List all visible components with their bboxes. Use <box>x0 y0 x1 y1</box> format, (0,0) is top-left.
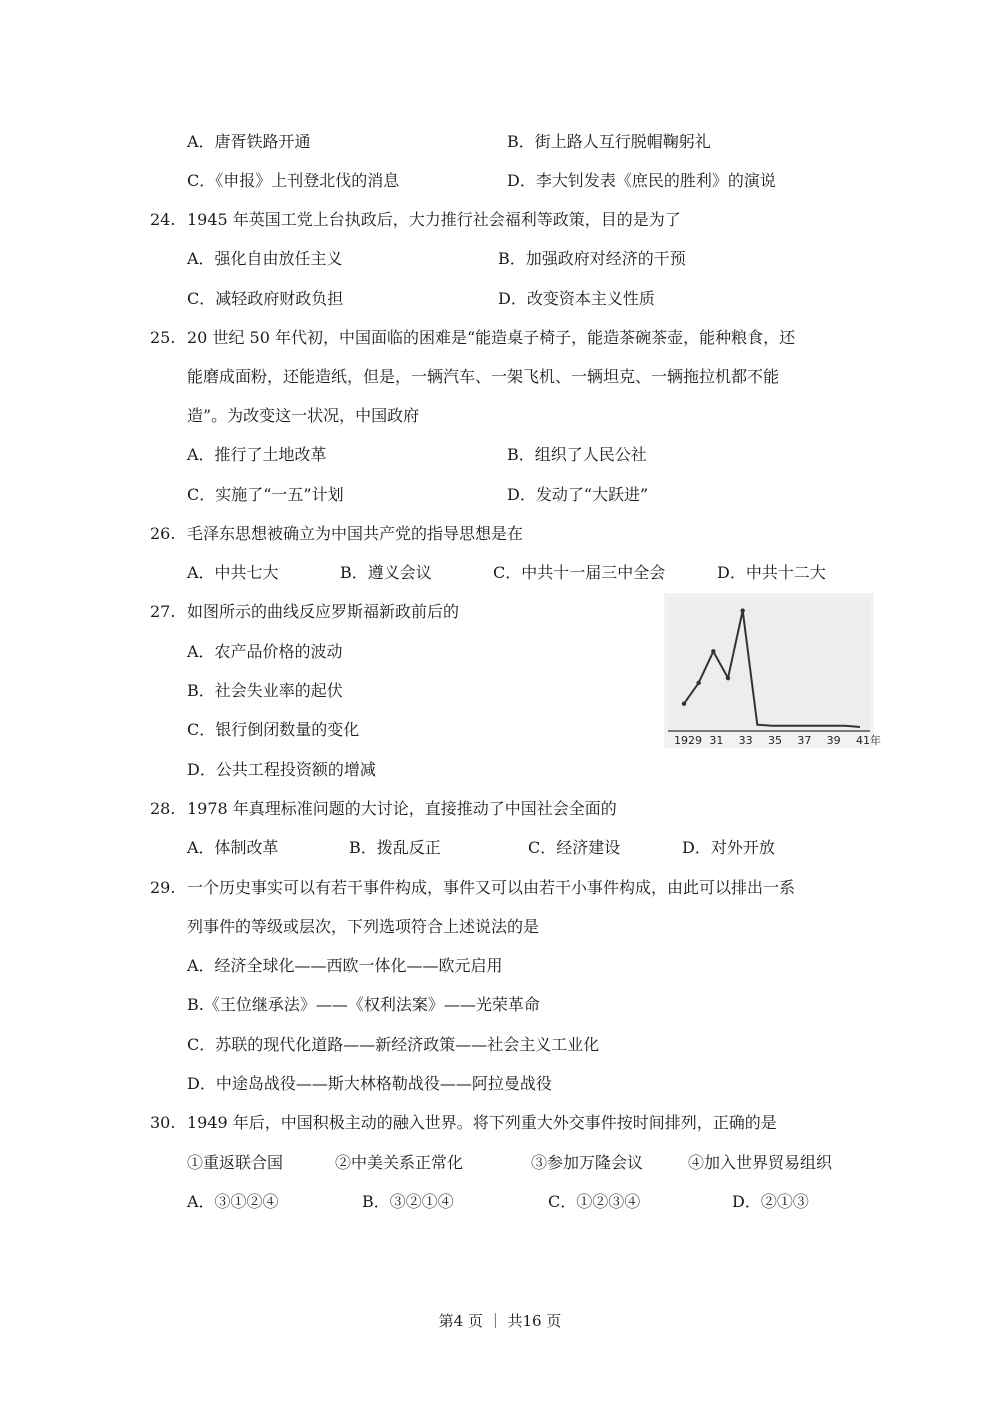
q23-option-b: B．街上路人互行脱帽鞠躬礼 <box>507 132 711 151</box>
q23-option-c: C．《申报》上刊登北伐的消息 <box>187 171 400 190</box>
chart-point-1930 <box>696 681 700 685</box>
q27-figure <box>664 593 881 748</box>
page-footer: 第4 页 ｜ 共16 页 <box>438 1312 562 1330</box>
q29-option-c: C．苏联的现代化道路——新经济政策——社会主义工业化 <box>187 1035 600 1054</box>
chart-point-1932 <box>726 676 730 680</box>
chart-x-tick-label: 41年 <box>856 734 881 747</box>
q25-option-d: D．发动了“大跃进” <box>507 485 649 504</box>
q29-option-d: D．中途岛战役——斯大林格勒战役——阿拉曼战役 <box>187 1074 552 1093</box>
chart-plot-area <box>668 597 870 731</box>
q24-number: 24. <box>150 210 176 229</box>
q27-stem: 如图所示的曲线反应罗斯福新政前后的 <box>187 602 460 621</box>
q28-number: 28. <box>150 799 176 818</box>
q25-option-b: B．组织了人民公社 <box>507 445 647 464</box>
chart-x-tick-label: 35 <box>768 734 782 747</box>
q30-item-2: ②中美关系正常化 <box>335 1153 464 1172</box>
q29-option-a: A．经济全球化——西欧一体化——欧元启用 <box>187 956 503 975</box>
q29-number: 29. <box>150 878 176 897</box>
q26-stem: 毛泽东思想被确立为中国共产党的指导思想是在 <box>187 524 524 543</box>
q28-stem: 1978 年真理标准问题的大讨论，直接推动了中国社会全面的 <box>187 799 617 818</box>
q25-option-c: C．实施了“一五”计划 <box>187 485 344 504</box>
chart-x-tick-label: 31 <box>709 734 724 747</box>
q30-option-c: C．①②③④ <box>548 1192 641 1211</box>
q27-option-d: D．公共工程投资额的增减 <box>187 760 376 779</box>
chart-x-tick-label: 33 <box>738 734 753 747</box>
q30-option-d: D．②①③ <box>732 1192 809 1211</box>
q24-option-c: C．减轻政府财政负担 <box>187 289 344 308</box>
q26-option-a: A．中共七大 <box>187 563 279 582</box>
q30-item-1: ①重返联合国 <box>187 1153 284 1172</box>
q30-item-3: ③参加万隆会议 <box>531 1153 644 1172</box>
q26-option-b: B．遵义会议 <box>340 563 432 582</box>
q23-option-d: D．李大钊发表《庶民的胜利》的演说 <box>507 171 776 190</box>
q25-number: 25. <box>150 328 176 347</box>
q27-option-b: B．社会失业率的起伏 <box>187 681 343 700</box>
q27-line-chart <box>664 593 881 748</box>
chart-point-1933 <box>740 608 744 612</box>
q30-stem: 1949 年后，中国积极主动的融入世界。将下列重大外交事件按时间排列，正确的是 <box>187 1113 777 1132</box>
q24-option-d: D．改变资本主义性质 <box>498 289 655 308</box>
q26-option-c: C．中共十一届三中全会 <box>493 563 666 582</box>
q28-option-d: D．对外开放 <box>682 838 775 857</box>
q25-stem-line1: 20 世纪 50 年代初，中国面临的困难是“能造桌子椅子，能造茶碗茶壶，能种粮食，还 <box>187 328 796 347</box>
q29-stem-line1: 一个历史事实可以有若干事件构成，事件又可以由若干小事件构成，由此可以排出一系 <box>187 878 796 897</box>
chart-point-1929 <box>682 702 686 706</box>
q30-item-4: ④加入世界贸易组织 <box>688 1153 833 1172</box>
q30-option-a: A．③①②④ <box>187 1192 279 1211</box>
q26-number: 26. <box>150 524 176 543</box>
q29-stem-line2: 列事件的等级或层次，下列选项符合上述说法的是 <box>187 917 540 936</box>
q28-option-a: A．体制改革 <box>187 838 279 857</box>
chart-point-1931 <box>711 649 715 653</box>
chart-x-tick-label: 37 <box>797 734 812 747</box>
q24-stem: 1945 年英国工党上台执政后，大力推行社会福利等政策，目的是为了 <box>187 210 681 229</box>
q30-option-b: B．③②①④ <box>362 1192 454 1211</box>
q25-stem-line2: 能磨成面粉，还能造纸，但是，一辆汽车、一架飞机、一辆坦克、一辆拖拉机都不能 <box>187 367 780 386</box>
q28-option-b: B．拨乱反正 <box>349 838 441 857</box>
q26-option-d: D．中共十二大 <box>717 563 826 582</box>
q24-option-a: A．强化自由放任主义 <box>187 249 343 268</box>
chart-x-tick-label: 39 <box>826 734 841 747</box>
q27-option-c: C．银行倒闭数量的变化 <box>187 720 360 739</box>
q25-stem-line3: 造”。为改变这一状况，中国政府 <box>187 406 420 425</box>
q24-option-b: B．加强政府对经济的干预 <box>498 249 686 268</box>
q27-option-a: A．农产品价格的波动 <box>187 642 343 661</box>
q23-option-a: A．唐胥铁路开通 <box>187 132 311 151</box>
q30-number: 30. <box>150 1113 176 1132</box>
q29-option-b: B.《王位继承法》——《权利法案》——光荣革命 <box>187 995 540 1014</box>
chart-x-tick-label: 1929 <box>674 734 702 747</box>
q27-number: 27. <box>150 602 176 621</box>
q28-option-c: C．经济建设 <box>528 838 621 857</box>
q25-option-a: A．推行了土地改革 <box>187 445 327 464</box>
